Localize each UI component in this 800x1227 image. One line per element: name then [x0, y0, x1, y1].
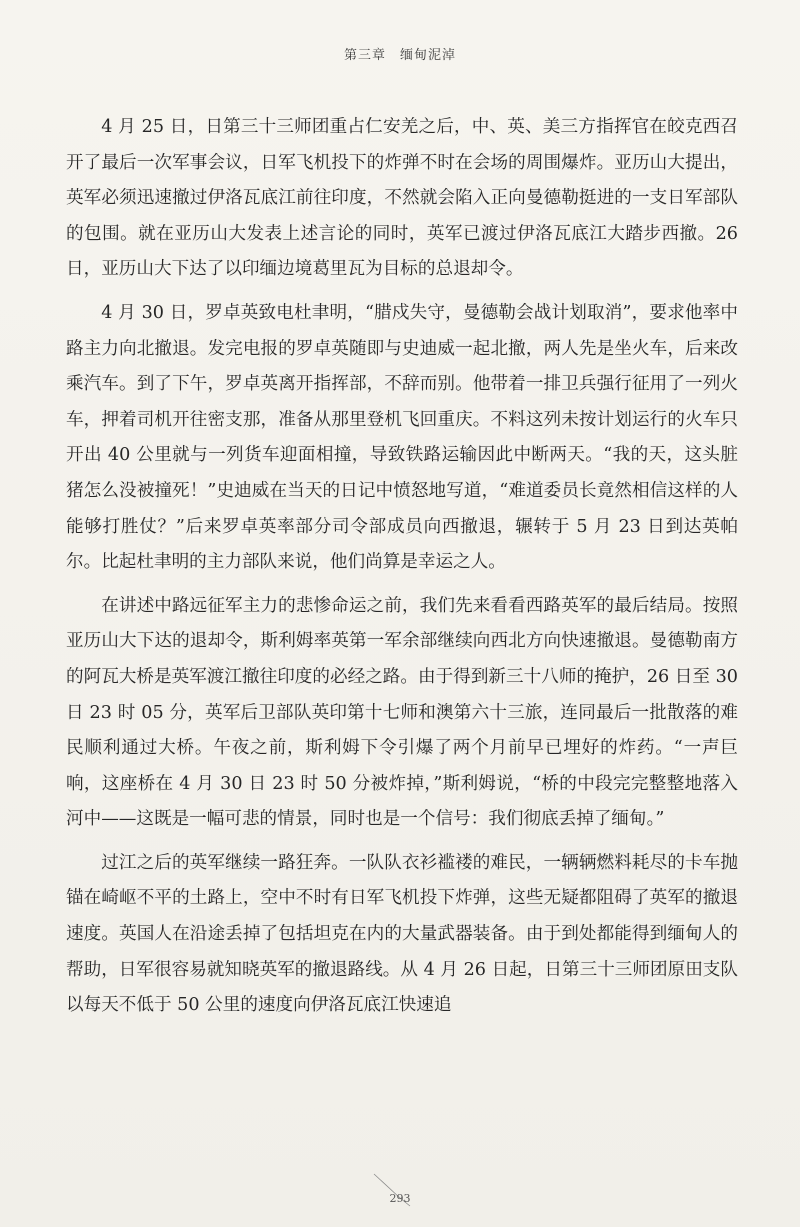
running-header — [0, 44, 800, 63]
paragraph: 在讲述中路远征军主力的悲惨命运之前，我们先来看看西路英军的最后结局。按照亚历山大下达的退却令，斯利姆率英第一军余部继续向西北方向快速撤退。曼德勒南方的阿瓦大桥是英军渡江撤往印度的必经之路。由于得到新三十八师的掩护，26 日至 30 日 23 时 05 分，英军后卫部队英印第十七师和澳第六十三旅，连同最后一批散落的难民顺利通过大桥。午夜之前，斯利姆下令引爆了两个月前早已埋好的炸药。“一声巨响，这座桥在 4 月 30 日 23 时 50 分被炸掉，”斯利姆说，“桥的中段完完整整地落入河中——这既是一幅可悲的情景，同时也是一个信号：我们彻底丢掉了缅甸。” — [66, 595, 738, 830]
paragraph: 4 月 25 日，日第三十三师团重占仁安羌之后，中、英、美三方指挥官在皎克西召开了最后一次军事会议，日军飞机投下的炸弹不时在会场的周围爆炸。亚历山大提出，英军必须迅速撤过伊洛瓦底江前往印度，不然就会陷入正向曼德勒挺进的一支日军部队的包围。就在亚历山大发表上述言论的同时，英军已渡过伊洛瓦底江大踏步西撤。26 日，亚历山大下达了以印缅边境葛里瓦为目标的总退却令。 — [66, 117, 738, 280]
paragraph: 过江之后的英军继续一路狂奔。一队队衣衫褴褛的难民，一辆辆燃料耗尽的卡车抛锚在崎岖不平的土路上，空中不时有日军飞机投下炸弹，这些无疑都阻碍了英军的撤退速度。英国人在沿途丢掉了包括坦克在内的大量武器装备。由于到处都能得到缅甸人的帮助，日军很容易就知晓英军的撤退路线。从 4 月 26 日起，日第三十三师团原田支队以每天不低于 50 公里的速度向伊洛瓦底江快速追 — [66, 852, 738, 1016]
paragraph: 4 月 30 日，罗卓英致电杜聿明，“腊戍失守，曼德勒会战计划取消”，要求他率中路主力向北撤退。发完电报的罗卓英随即与史迪威一起北撤，两人先是坐火车，后来改乘汽车。到了下午，罗卓英离开指挥部，不辞而别。他带着一排卫兵强行征用了一列火车，押着司机开往密支那，准备从那里登机飞回重庆。不料这列未按计划运行的火车只开出 40 公里就与一列货车迎面相撞，导致铁路运输因此中断两天。“我的天，这头脏猪怎么没被撞死！”史迪威在当天的日记中愤怒地写道，“难道委员长竟然相信这样的人能够打胜仗？”后来罗卓英率部分司令部成员向西撤退，辗转于 5 月 23 日到达英帕尔。比起杜聿明的主力部队来说，他们尚算是幸运之人。 — [66, 302, 738, 573]
body-text — [66, 110, 738, 1032]
chapter-title: 缅甸泥淖 — [400, 48, 457, 63]
page-number: 293 — [389, 1192, 411, 1205]
chapter-number: 第三章 — [343, 48, 386, 63]
